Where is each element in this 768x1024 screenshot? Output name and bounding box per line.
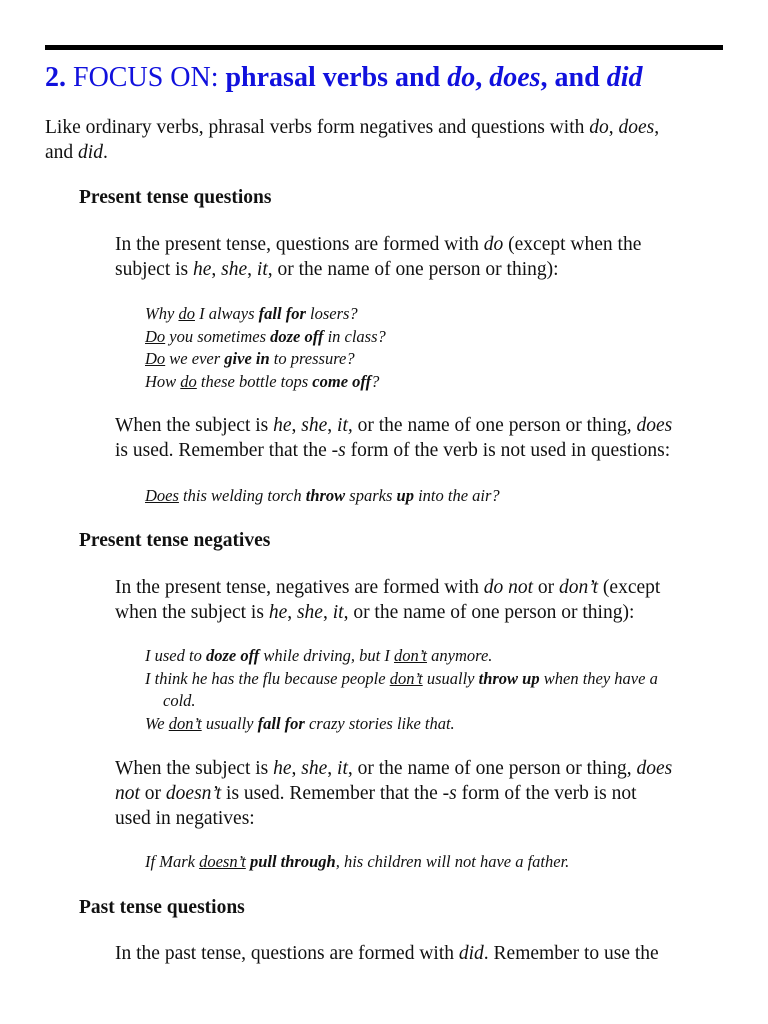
section-number: 2. [45,62,66,93]
text: We [145,713,169,733]
word-he: he [273,415,292,436]
text: usually [201,713,258,733]
word-did: did [78,142,103,163]
title-does: does [489,62,541,93]
phrasal-verb: doze off [270,326,324,346]
word-doesnt: doesn’t [165,783,222,804]
example-sentence [145,645,658,668]
text: , [654,117,660,138]
present-negatives-paragraph [115,575,660,625]
text: or [533,577,560,598]
example-sentence [145,713,658,736]
title-comma: , [475,62,483,93]
text: when the subject is [115,602,269,623]
phrasal-verb: throw [305,486,346,505]
word-do-not: do not [483,577,534,598]
example-list [145,645,658,735]
word-s-form: -s [442,783,457,804]
present-questions-heading: Present tense questions [79,187,272,208]
text: , or the name of one person or thing): [267,259,559,280]
auxiliary-verb: doesn’t [199,852,246,871]
text: Why [145,304,179,323]
auxiliary-verb: Do [145,349,166,368]
present-negatives-heading: Present tense negatives [79,530,271,551]
text: , [291,415,302,436]
text: If Mark [145,852,200,871]
text: into the air? [413,486,500,505]
text: cold. [163,691,196,710]
text: anymore. [427,646,493,665]
phrasal-verb-particle: up [396,486,414,505]
text: I used to [145,646,206,665]
section-heading [45,59,642,97]
text: I always [194,304,259,323]
word-do: do [483,234,504,255]
text: in class? [323,326,386,346]
word-he: he [273,758,292,779]
present-questions-paragraph [115,232,641,282]
example-sentence [145,348,386,371]
title-did: did [606,62,643,93]
text: , or the name of one person or thing): [343,602,635,623]
text: When the subject is [115,415,274,436]
text: or [139,783,166,804]
phrasal-verb: throw up [478,668,540,688]
top-rule [45,45,723,50]
word-it: it [256,259,268,280]
word-does: does [636,415,673,436]
text: , [211,259,222,280]
auxiliary-verb: do [178,304,195,323]
text: usually [422,668,479,688]
auxiliary-verb: Does [145,486,179,505]
word-do: do [589,117,609,138]
word-he: he [268,602,288,623]
text: How [145,371,181,391]
text: when they have a [539,668,658,688]
example-sentence [145,303,386,326]
text: form of the verb is not [456,783,637,804]
word-it: it, [337,415,353,436]
text: , [287,602,297,623]
text: , [247,259,257,280]
word-it: it [332,602,344,623]
present-negatives-does-paragraph [115,756,672,831]
text: , [608,117,619,138]
text: , [322,602,333,623]
focus-label: FOCUS ON: [73,62,219,93]
phrasal-verb: come off [312,371,372,391]
text: form of the verb is not used in questions: [345,440,671,461]
text: you sometimes [165,326,271,346]
text: while driving, but I [259,646,395,665]
present-questions-does-paragraph [115,413,672,463]
phrasal-verb: pull through [249,852,336,871]
auxiliary-verb: don’t [168,713,202,733]
word-she: she [296,602,323,623]
word-dont: don’t [559,577,599,598]
word-she: she [301,758,328,779]
text: . Remember to use the [483,943,659,964]
text: and [45,142,79,163]
word-she: she [301,415,328,436]
text: is used. Remember that the [115,440,332,461]
intro-paragraph [45,115,659,165]
word-it: it [337,758,348,779]
auxiliary-verb: Do [145,326,166,346]
text: subject is [115,259,193,280]
word-not: not [115,783,140,804]
word-did: did [458,943,484,964]
text: , or the name of one person or thing, [347,758,637,779]
phrasal-verb: fall for [258,304,306,323]
word-does: does [636,758,673,779]
text: , [291,758,302,779]
phrasal-verb: give in [224,349,270,368]
example-list [145,303,386,393]
word-does: does [618,117,655,138]
text: , his children will not have a father. [335,852,570,871]
title-do: do [447,62,476,93]
text: used in negatives: [115,808,255,829]
text: this welding torch [178,486,306,505]
example-sentence [145,485,500,508]
text: Like ordinary verbs, phrasal verbs form negatives and questions with [45,117,590,138]
text: I think he has the flu because people [145,668,390,688]
text: losers? [305,304,358,323]
auxiliary-verb: don’t [389,668,423,688]
text: (except [598,577,661,598]
text: , [327,415,338,436]
text: we ever [165,349,225,368]
text: In the present tense, questions are formed with [115,234,484,255]
phrasal-verb: fall for [257,713,305,733]
word-he: he [193,259,212,280]
text: ? [371,371,380,391]
text: (except when the [503,234,642,255]
text: In the past tense, questions are formed with [115,943,459,964]
text: . [102,142,108,163]
phrasal-verb: doze off [205,646,260,665]
text: crazy stories like that. [304,713,455,733]
word-s-form: -s [331,440,346,461]
text: to pressure? [269,349,355,368]
auxiliary-verb: do [180,371,197,391]
text: is used. Remember that the [221,783,443,804]
title-and: , and [540,62,600,93]
text: sparks [345,486,397,505]
text: When the subject is [115,758,274,779]
text: In the present tense, negatives are formed with [115,577,484,598]
example-sentence [145,851,569,874]
text: these bottle tops [196,371,313,391]
example-sentence [145,371,386,394]
text: , [327,758,338,779]
example-sentence [145,668,658,713]
text: or the name of one person or thing, [352,415,637,436]
title-text: phrasal verbs and [225,62,441,93]
past-questions-paragraph [115,941,659,966]
auxiliary-verb: don’t [394,646,428,665]
word-she: she [221,259,248,280]
example-sentence [145,326,386,349]
past-questions-heading: Past tense questions [79,897,245,918]
